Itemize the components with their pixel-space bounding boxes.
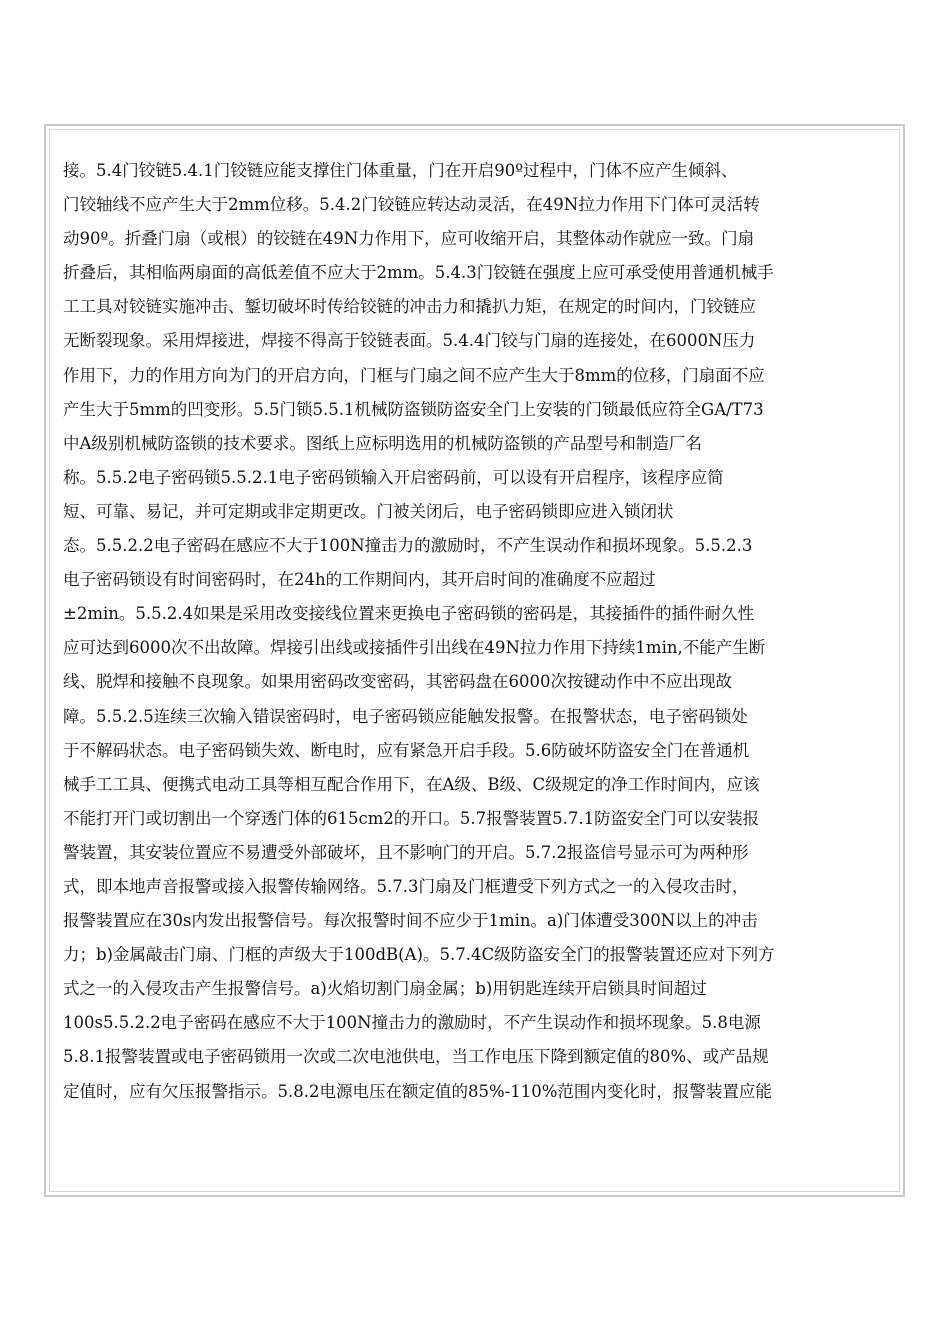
text-line: 力；b)金属敲击门扇、门框的声级大于100dB(A)。5.7.4C级防盗安全门的报警装置还应对下列方	[63, 945, 775, 965]
text-line: 应可达到6000次不出故障。焊接引出线或接插件引出线在49N拉力作用下持续1min,不能产生断	[63, 638, 766, 658]
text-line: 械手工工具、便携式电动工具等相互配合作用下，在A级、B级、C级规定的净工作时间内，应该	[63, 774, 760, 794]
text-line: 产生大于5mm的凹变形。5.5门锁5.5.1机械防盗锁防盗安全门上安装的门锁最低应符全GA/T73	[63, 399, 764, 419]
text-line: 工工具对铰链实施冲击、錾切破坏时传给铰链的冲击力和撬扒力矩，在规定的时间内，门铰链应	[63, 297, 756, 317]
text-line: ±2min。5.5.2.4如果是采用改变接线位置来更换电子密码锁的密码是，其接插件的插件耐久性	[63, 604, 755, 624]
text-line: 折叠后，其相临两扇面的高低差值不应大于2mm。5.4.3门铰链在强度上应可承受使用普通机械手	[63, 263, 774, 283]
text-line: 短、可靠、易记，并可定期或非定期更改。门被关闭后，电子密码锁即应进入锁闭状	[63, 501, 674, 521]
text-line: 警装置，其安装位置应不易遭受外部破坏，且不影响门的开启。5.7.2报盗信号显示可为两种形	[63, 842, 749, 862]
text-line: 于不解码状态。电子密码锁失效、断电时，应有紧急开启手段。5.6防破坏防盗安全门在普通机	[63, 740, 750, 760]
text-line: 无断裂现象。采用焊接进，焊接不得高于铰链表面。5.4.4门铰与门扇的连接处，在6000N压力	[63, 331, 756, 351]
text-line: 态。5.5.2.2电子密码在感应不大于100N撞击力的激励时，不产生误动作和损坏现象。5.5.2.3	[63, 536, 753, 556]
text-line: 中A级别机械防盗锁的技术要求。图纸上应标明选用的机械防盗锁的产品型号和制造厂名	[63, 433, 702, 453]
text-line: 称。5.5.2电子密码锁5.5.2.1电子密码锁输入开启密码前，可以设有开启程序，该程序应简	[63, 467, 724, 487]
text-line: 式，即本地声音报警或接入报警传输网络。5.7.3门扇及门框遭受下列方式之一的入侵攻击时，	[63, 876, 749, 896]
text-line: 100s5.5.2.2电子密码在感应不大于100N撞击力的激励时，不产生误动作和损坏现象。5.8电源	[63, 1013, 761, 1033]
text-line: 接。5.4门铰链5.4.1门铰链应能支撑住门体重量，门在开启90º过程中，门体不应产生倾斜、	[63, 161, 738, 180]
text-line: 5.8.1报警装置或电子密码锁用一次或二次电池供电，当工作电压下降到额定值的80%、或产品规	[63, 1047, 769, 1067]
text-line: 作用下，力的作用方向为门的开启方向，门框与门扇之间不应产生大于8mm的位移，门扇面不应	[63, 365, 765, 385]
text-line: 不能打开门或切割出一个穿透门体的615cm2的开口。5.7报警装置5.7.1防盗安全门可以安装报	[63, 808, 760, 828]
text-line: 式之一的入侵攻击产生报警信号。a)火焰切割门扇金属；b)用钥匙连续开启锁具时间超过	[63, 979, 707, 999]
text-line: 动90º。折叠门扇（或根）的铰链在49N力作用下，应可收缩开启，其整体动作就应一致。门扇	[63, 229, 755, 249]
text-line: 电子密码锁设有时间密码时，在24h的工作期间内，其开启时间的准确度不应超过	[63, 570, 656, 590]
text-line: 报警装置应在30s内发出报警信号。每次报警时间不应少于1min。a)门体遭受300N以上的冲击	[63, 911, 758, 931]
text-line: 定值时，应有欠压报警指示。5.8.2电源电压在额定值的85%-110%范围内变化时，报警装置应能	[63, 1081, 772, 1101]
text-line: 障。5.5.2.5连续三次输入错误密码时，电子密码锁应能触发报警。在报警状态，电子密码锁处	[63, 706, 748, 726]
text-line: 门铰轴线不应产生大于2mm位移。5.4.2门铰链应转达动灵活，在49N拉力作用下门体可灵活转	[63, 195, 760, 215]
text-line: 线、脱焊和接触不良现象。如果用密码改变密码，其密码盘在6000次按键动作中不应出现故	[63, 672, 732, 692]
document-text-block	[63, 154, 878, 1109]
